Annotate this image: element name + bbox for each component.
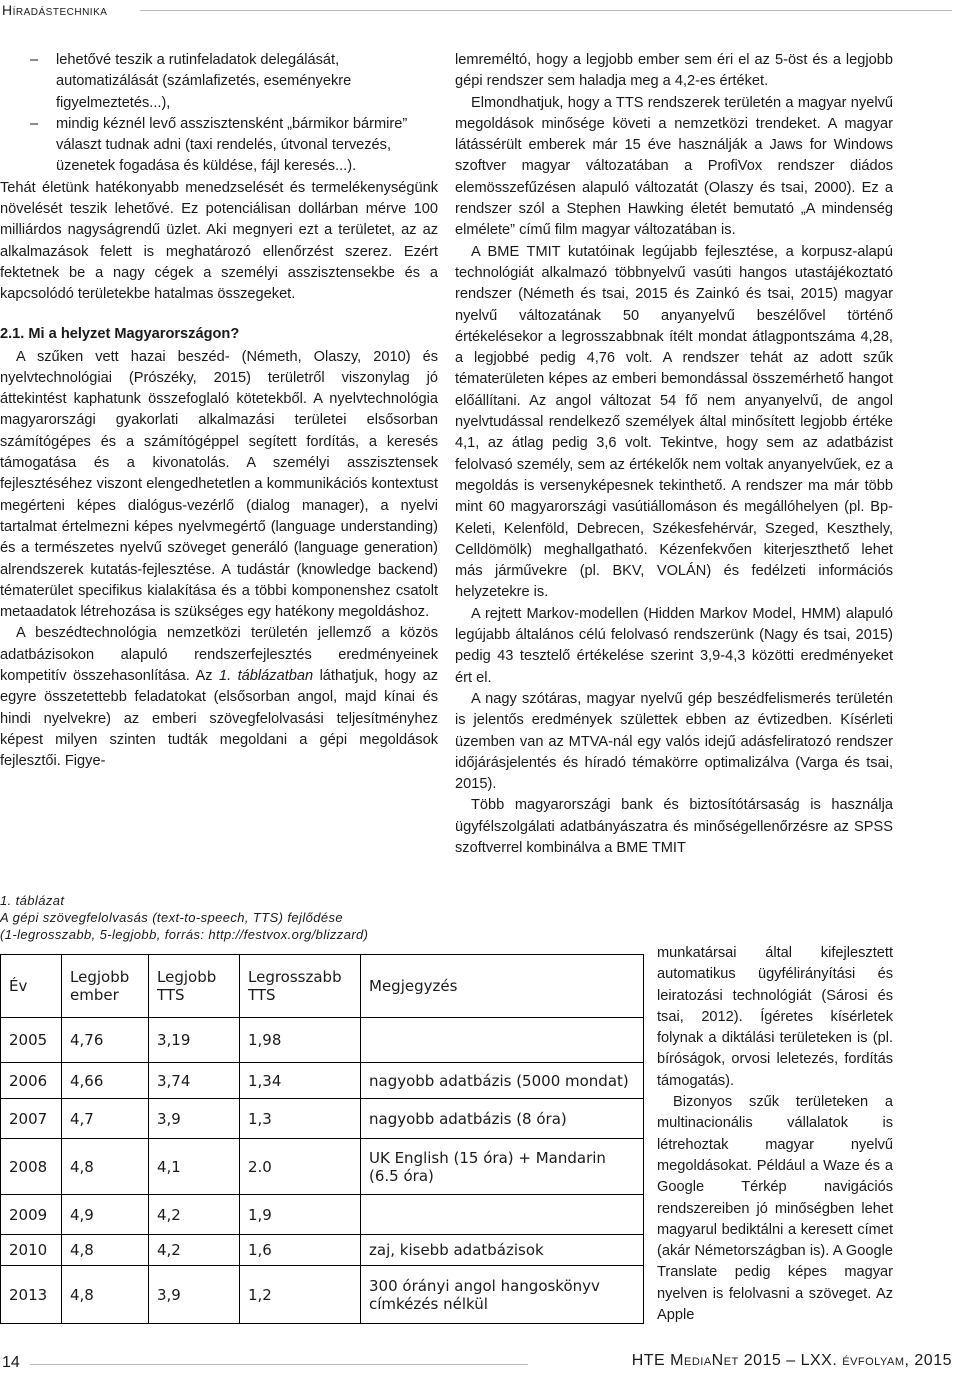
paragraph: Elmondhatjuk, hogy a TTS rendszerek területén a magyar nyelvű megoldások minősége követi a nemzetközi trendeket. A magyar látássérült emberek már 15 éve használják a Jaws for Windows szoftver magyar változatában a ProfiVox rendszer diádos elemösszefűzésen alapuló változatát (Olaszy és tsai, 2000). Ez a rendszer szól a Stephen Hawking életét bemutató „A mindenség elmélete” című film magyar változatában is. [455, 94, 893, 239]
cell: 300 órányi angol hangoskönyv címkézés nélkül [361, 1266, 644, 1324]
cell: 4,2 [149, 1195, 240, 1235]
cell: 3,9 [149, 1266, 240, 1324]
footer-rule [30, 1364, 528, 1365]
cell: 4,8 [62, 1266, 149, 1324]
header-cell: Legrosszabb TTS [240, 955, 361, 1018]
paragraph: A szűken vett hazai beszéd- (Németh, Olaszy, 2010) és nyelvtechnológiai (Prószéky, 2015) területről viszonylag jó áttekintést kaphatunk összefoglaló kötetekből. A nyelvtechnológia magyarországi gyakorlati alkalmazási területei elsősorban számítógépes és a számítógéppel segített fordítás, a keresés támogatása és a kivonatolás. A személyi asszisztensek fejlesztéséhez viszont elengedhetetlen a kommunikációs kontextust megérteni képes dialógus-vezérlő (dialog manager), a nyelvi tartalmat értelmezni képes nyelvmegértő (language understanding) és a természetes nyelvű szöveget generáló (language generation) alrendszerek kutatás-fejlesztése. A tudástár (knowledge backend) tématerület specifikus kialakítása és a többi komponenshez csatolt metaadatok létrehozása is szükséges egy hatékony megoldáshoz. [0, 348, 438, 621]
table-row [1, 1018, 644, 1063]
cell: 2010 [1, 1235, 62, 1266]
bullet-text: mindig kéznél levő asszisztensként „bármikor bármire” választ tudnak adni (taxi rendelés, útvonal tervezés, üzenetek fogadása és küldése, fájl keresés...). [56, 115, 408, 175]
cell: 2.0 [240, 1139, 361, 1195]
list-item: – lehetővé teszik a rutinfeladatok delegálását, automatizálását (számlafizetés, eseményekre figyelmeztetés...), [30, 52, 352, 111]
table-row [1, 1139, 644, 1195]
paragraph: Bizonyos szűk területeken a multinacionális vállalatok is létrehoztak magyar nyelvű megoldásokat. Például a Waze és a Google Térkép navigációs rendszereiben jó minőségben lehet magyarul bediktálni a keresett címet (akár Németországban is). A Google Translate pedig képes magyar nyelven is felolvasni a szöveget. Az Apple [657, 1094, 893, 1324]
cell [361, 1195, 644, 1235]
section-heading: 2.1. Mi a helyzet Magyarországon? [0, 325, 240, 342]
paragraph [0, 623, 438, 772]
cell: 4,7 [62, 1099, 149, 1139]
wrapped-text-column [657, 943, 893, 1326]
cell: 1,2 [240, 1266, 361, 1324]
cell: 4,8 [62, 1139, 149, 1195]
cell: 2007 [1, 1099, 62, 1139]
list-item: – mindig kéznél levő asszisztensként „bármikor bármire” választ tudnak adni (taxi rendelés, útvonal tervezés, üzenetek fogadása és küldése, fájl keresés...). [30, 115, 408, 175]
table-caption [0, 892, 440, 943]
paragraph-text: A beszédtechnológia nemzetközi területén jellemző a közös adatbázisokon alapuló rendszerfejlesztés eredményeinek kompetitív összehasonlítása. Az [0, 625, 438, 685]
cell: 2008 [1, 1139, 62, 1195]
cell: nagyobb adatbázis (8 óra) [361, 1099, 644, 1139]
table-row [1, 1266, 644, 1324]
caption-title: A gépi szövegfelolvasás (text-to-speech, TTS) fejlődése [0, 910, 344, 925]
cell: 4,8 [62, 1235, 149, 1266]
paragraph: Több magyarországi bank és biztosítótársaság is használja ügyfélszolgálati adatbányászatra és minőségellenőrzésre az SPSS szoftverrel kombinálva a BME TMIT [455, 797, 893, 856]
header-rule [140, 10, 952, 11]
running-header [0, 0, 960, 22]
journal-name: HTE MediaNet 2015 – LXX. évfolyam, 2015 [631, 1352, 952, 1369]
header-cell: Legjobb ember [62, 955, 149, 1018]
bullet-list [30, 50, 438, 178]
cell: 4,76 [62, 1018, 149, 1063]
paragraph: A BME TMIT kutatóinak legújabb fejlesztése, a korpusz-alapú technológiát alkalmazó többnyelvű vasúti hangos utastájékoztató rendszer (Németh és tsai, 2015 és Zainkó és tsai, 2015) magyar nyelvű változatának 50 anyanyelvű beszélővel történő értékelésekor a legrosszabbnak ítélt mondat átlagpontszáma 4,28, a legjobbé pedig 4,76 volt. A rendszer tehát az adott szűk tématerületen képes az emberi bemondással összemérhető hangot előállítani. Az angol változat 54 fő nem anyanyelvű, de angol nyelvtudással rendelkező személyek által minősített legjobb értéke 4,1, az átlag pedig 3,6 volt. Tekintve, hogy sem az adatbázist felolvasó személy, sem az értékelők nem voltak anyanyelvűek, ez a megoldás is versenyképesnek tekinthető. A rendszer ma már több mint 60 magyarországi vasútiállomáson és megállóhelyen (pl. Bp-Keleti, Kelenföld, Debrecen, Székesfehérvár, Szeged, Keszthely, Celldömölk) meghallgatható. Kézenfekvően kiterjeszthető lehet más járművekre (pl. BKV, VOLÁN) és fedélzeti információs helyzetekre is. [455, 243, 893, 601]
table-row [1, 1063, 644, 1099]
paragraph: Tehát életünk hatékonyabb menedzselését és termelékenységünk növelését teszik lehetővé. Ez potenciálisan dollárban mérve 100 milliárdos nagyságrendű üzlet. Aki megnyeri ezt a területet, az az alkalmazások felett is meghatározó ellenőrzést szerez. Ezért fektetnek be a nagy cégek a személyi asszisztensekbe és a kapcsolódó területekbe hatalmas összegeket. [0, 179, 438, 303]
caption-note: (1-legrosszabb, 5-legjobb, forrás: http://festvox.org/blizzard) [0, 927, 369, 942]
cell: 3,9 [149, 1099, 240, 1139]
right-column [455, 50, 893, 859]
cell: 2009 [1, 1195, 62, 1235]
paragraph: A nagy szótáras, magyar nyelvű gép beszédfelismerés területén is jelentős eredmények születtek ebben az évtizedben. Kísérleti üzemben van az MTVA-nál egy valós idejű adásfeliratozó rendszer időjárásjelentés és híradó témakörre optimalizálva (Varga és tsai, 2015). [455, 690, 893, 793]
cell: 3,19 [149, 1018, 240, 1063]
paragraph: A rejtett Markov-modellen (Hidden Markov Model, HMM) alapuló legújabb általános célú felolvasó rendszerünk (Nagy és tsai, 2015) pedig 43 tesztelő értékelése szerint 3,9-4,3 közötti eredményeket ért el. [455, 605, 893, 686]
cell [361, 1018, 644, 1063]
cell: 1,34 [240, 1063, 361, 1099]
cell: zaj, kisebb adatbázisok [361, 1235, 644, 1266]
cell: 4,9 [62, 1195, 149, 1235]
table-row [1, 1235, 644, 1266]
cell: 2013 [1, 1266, 62, 1324]
bullet-text: lehetővé teszik a rutinfeladatok delegálását, automatizálását (számlafizetés, eseményekre figyelmeztetés...), [56, 52, 352, 111]
cell: 1,3 [240, 1099, 361, 1139]
table-header-row [1, 955, 644, 1018]
header-cell: Év [1, 955, 62, 1018]
table-row [1, 1099, 644, 1139]
cell: 1,6 [240, 1235, 361, 1266]
table-row [1, 1195, 644, 1235]
cell: 4,1 [149, 1139, 240, 1195]
cell: 1,9 [240, 1195, 361, 1235]
cell: 2005 [1, 1018, 62, 1063]
cell: 4,2 [149, 1235, 240, 1266]
paragraph-text: láthatjuk, hogy az egyre összetettebb feladatokat (elsősorban angol, majd kínai és hindi nyelvekre) az emberi szövegfelolvasási teljesítményhez képest milyen szinten tudták megoldani a gépi megoldások fejlesztői. Figye- [0, 668, 438, 770]
tts-table [0, 954, 644, 1324]
table-reference: 1. táblázatban [218, 668, 314, 685]
header-cell: Legjobb TTS [149, 955, 240, 1018]
page-number: 14 [2, 1354, 20, 1371]
caption-label: 1. táblázat [0, 893, 65, 908]
left-column [0, 50, 438, 773]
paragraph: lemreméltó, hogy a legjobb ember sem éri el az 5-öst és a legjobb gépi rendszer sem haladja meg a 4,2-es értéket. [455, 52, 893, 90]
paragraph: munkatársai által kifejlesztett automatikus ügyfélirányítási és leiratozási technológiát (Sárosi és tsai, 2012). Ígéretes kísérletek folynak a diktálási területeken is (pl. bíróságok, orvosi leletezés, fordítás támogatás). [657, 945, 893, 1089]
section-label: Híradástechnika [2, 2, 108, 18]
cell: 4,66 [62, 1063, 149, 1099]
cell: UK English (15 óra) + Mandarin (6.5 óra) [361, 1139, 644, 1195]
cell: nagyobb adatbázis (5000 mondat) [361, 1063, 644, 1099]
header-cell: Megjegyzés [361, 955, 644, 1018]
cell: 1,98 [240, 1018, 361, 1063]
cell: 2006 [1, 1063, 62, 1099]
cell: 3,74 [149, 1063, 240, 1099]
